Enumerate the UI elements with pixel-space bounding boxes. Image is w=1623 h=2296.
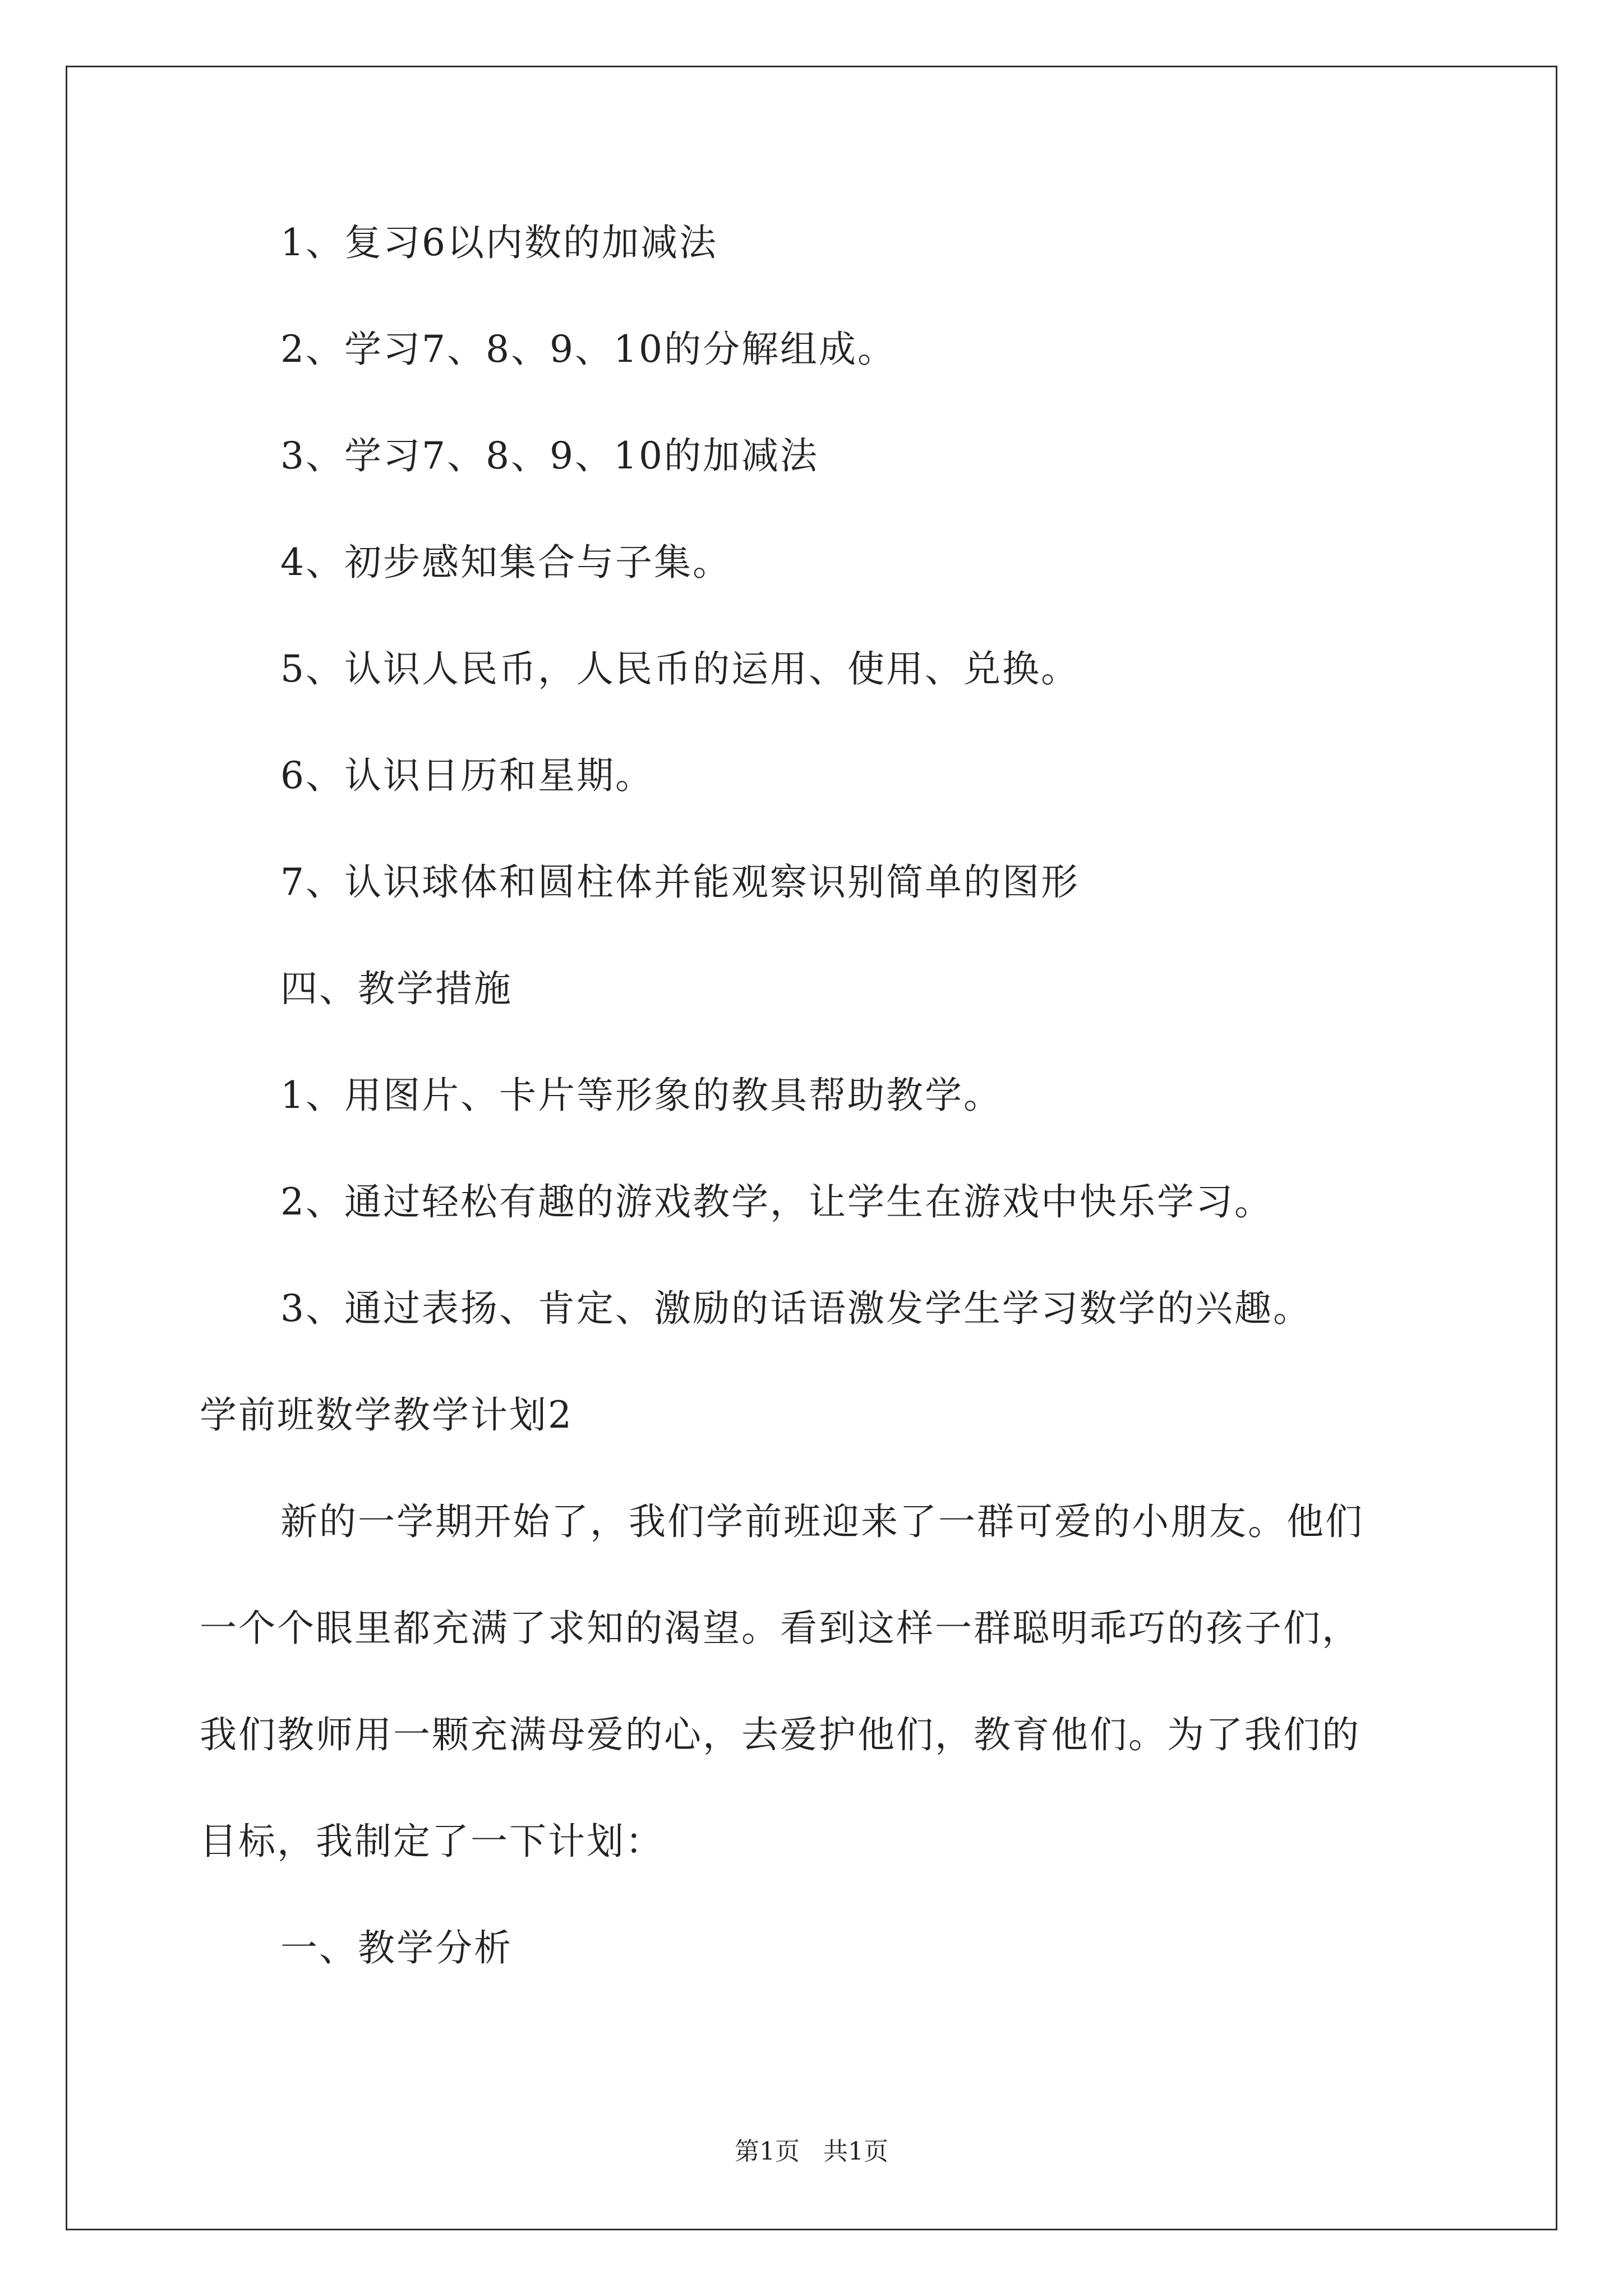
section-heading: 一、教学分析 xyxy=(280,1926,513,1970)
list-item: 4、初步感知集合与子集。 xyxy=(280,541,731,584)
document-title: 学前班数学教学计划2 xyxy=(200,1393,573,1437)
paragraph-line: 目标，我制定了一下计划： xyxy=(200,1820,664,1863)
list-item: 7、认识球体和圆柱体并能观察识别简单的图形 xyxy=(280,861,1080,904)
list-item: 5、认识人民币，人民币的运用、使用、兑换。 xyxy=(280,647,1080,691)
list-item: 3、学习7、8、9、10的加减法 xyxy=(280,434,819,477)
list-item: 1、复习6以内数的加减法 xyxy=(280,221,718,264)
paragraph-line: 一个个眼里都充满了求知的渴望。看到这样一群聪明乖巧的孩子们， xyxy=(200,1607,1361,1650)
list-item: 3、通过表扬、肯定、激励的话语激发学生学习数学的兴趣。 xyxy=(280,1287,1312,1330)
section-heading: 四、教学措施 xyxy=(280,967,513,1010)
paragraph-line: 我们教师用一颗充满母爱的心，去爱护他们，教育他们。为了我们的 xyxy=(200,1713,1361,1756)
paragraph-line: 新的一学期开始了，我们学前班迎来了一群可爱的小朋友。他们 xyxy=(280,1500,1364,1543)
list-item: 6、认识日历和星期。 xyxy=(280,754,654,797)
list-item: 2、通过轻松有趣的游戏教学，让学生在游戏中快乐学习。 xyxy=(280,1180,1273,1223)
list-item: 2、学习7、8、9、10的分解组成。 xyxy=(280,328,896,371)
list-item: 1、用图片、卡片等形象的教具帮助教学。 xyxy=(280,1074,1002,1117)
page-number-footer: 第1页 共1页 xyxy=(735,2137,888,2166)
page-frame xyxy=(66,66,1557,2230)
